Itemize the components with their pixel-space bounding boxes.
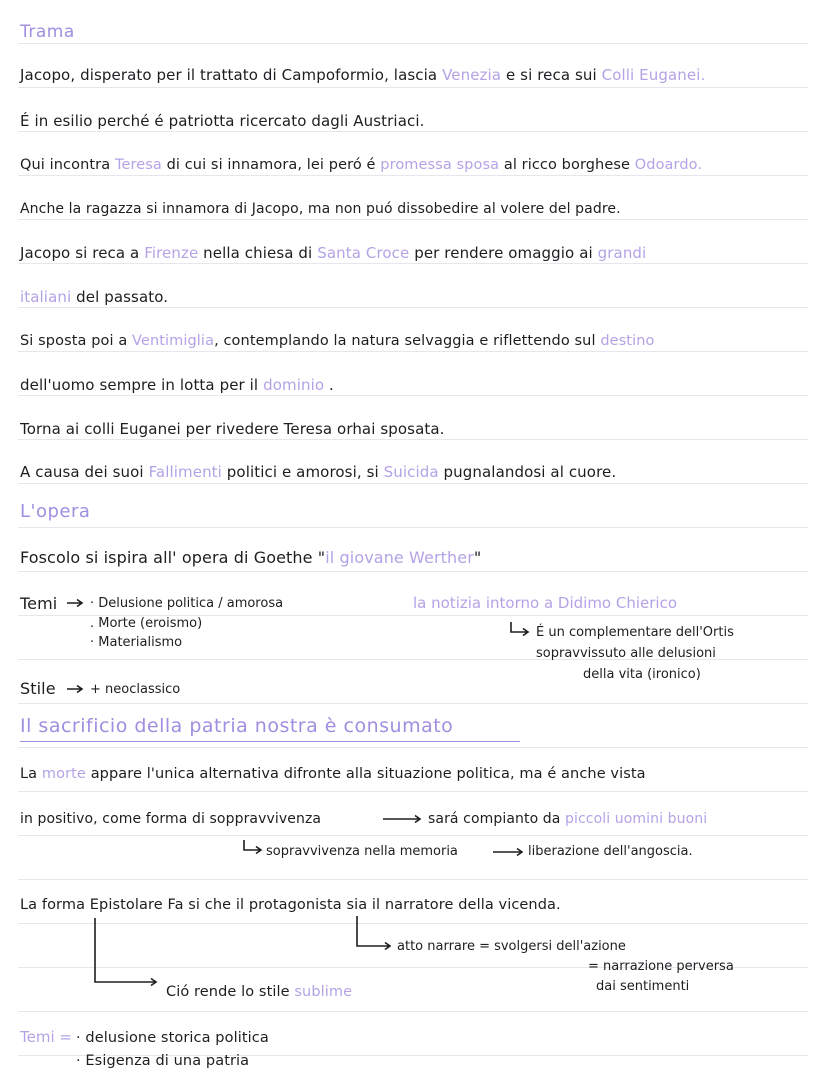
trama-line-8: dell'uomo sempre in lotta per il dominio . [20,376,334,394]
highlight-suicida: Suicida [383,463,439,481]
arrow-right-icon [66,684,86,694]
highlight-euganei: Euganei. [639,66,706,84]
trama-line-5: Jacopo si reca a Firenze nella chiesa di Santa Croce per rendere omaggio ai grandi [20,244,647,262]
highlight-teresa: Teresa [114,157,162,173]
highlight-grandi: grandi [597,244,647,262]
notizia-note-line-1: É un complementare dell'Ortis [536,625,734,640]
highlight-venezia: Venezia [442,66,502,84]
trama-line-9: Torna ai colli Euganei per rivedere Teresa orhai sposata. [20,420,445,438]
arrow-right-icon [492,847,526,857]
section-title-opera: L'opera [20,501,91,522]
section-title-sacrificio: Il sacrificio della patria nostra è consumato [20,715,454,737]
opera-temi-item-1: · Delusione politica / amorosa [90,596,284,611]
opera-stile-value: + neoclassico [90,682,181,697]
arrow-right-icon [66,598,86,608]
sacrificio-line-7: Ció rende lo stile sublime [166,984,353,1000]
sacrificio-line-6a: = narrazione perversa [588,959,734,974]
notizia-note-line-3: della vita (ironico) [583,667,701,682]
highlight-fallimenti: Fallimenti [148,463,222,481]
section-title-trama: Trama [20,22,75,42]
trama-line-1: Jacopo, disperato per il trattato di Campoformio, lascia Venezia e si reca sui Colli Euganei. [20,66,706,84]
sacrificio-line-2b: sará compianto da piccoli uomini buoni [428,811,708,827]
trama-line-2: É in esilio perché é patriotta ricercato dagli Austriaci. [20,112,425,130]
sacrificio-temi-item-2: · Esigenza di una patria [76,1053,250,1069]
highlight-morte: morte [41,766,86,782]
trama-line-7: Si sposta poi a Ventimiglia, contemplando la natura selvaggia e riflettendo sul destino [20,333,655,349]
arrow-down-right-icon [355,916,395,956]
heading-underline [20,741,520,742]
highlight-ventimiglia: Ventimiglia [132,333,215,349]
sacrificio-line-6b: dai sentimenti [596,979,690,994]
highlight-promessa-sposa: promessa sposa [380,157,500,173]
sacrificio-line-3a: sopravvivenza nella memoria [266,844,458,859]
sacrificio-temi-label: Temi = [20,1028,72,1046]
highlight-italiani: italiani [20,288,72,306]
sacrificio-line-5: atto narrare = svolgersi dell'azione [397,939,626,954]
arrow-right-icon [382,814,424,824]
highlight-sublime: sublime [294,984,353,1000]
sacrificio-line-2a: in positivo, come forma di soppravvivenza [20,811,322,827]
sacrificio-line-1: La morte appare l'unica alternativa difronte alla situazione politica, ma é anche vista [20,766,646,782]
trama-line-6: italiani del passato. [20,288,169,306]
opera-stile-label: Stile [20,679,56,698]
highlight-notizia-didimo: la notizia intorno a Didimo Chierico [413,594,678,612]
highlight-destino: destino [600,333,655,349]
arrow-down-right-icon [242,840,264,856]
opera-temi-item-3: · Materialismo [90,635,183,650]
sacrificio-line-3b: liberazione dell'angoscia. [528,844,693,859]
opera-temi-label: Temi [20,594,58,613]
highlight-firenze: Firenze [144,244,199,262]
highlight-santa-croce: Santa Croce [317,244,410,262]
highlight-werther: il giovane Werther [325,548,474,567]
highlight-piccoli-uomini-buoni: piccoli uomini buoni [565,811,708,827]
notizia-note-line-2: sopravvissuto alle delusioni [536,646,716,661]
highlight-odoardo: Odoardo. [634,157,703,173]
highlight-colli: Colli [601,66,635,84]
arrow-down-right-icon [509,622,531,638]
sacrificio-line-4: La forma Epistolare Fa si che il protagonista sia il narratore della vicenda. [20,897,561,913]
opera-line-1: Foscolo si ispira all' opera di Goethe "il giovane Werther" [20,548,482,567]
arrow-down-right-icon [93,918,163,990]
trama-line-3: Qui incontra Teresa di cui si innamora, lei peró é promessa sposa al ricco borghese Odoardo. [20,157,703,173]
opera-temi-item-2: . Morte (eroismo) [90,616,203,631]
sacrificio-temi-item-1: · delusione storica politica [76,1030,269,1046]
trama-line-10: A causa dei suoi Fallimenti politici e amorosi, si Suicida pugnalandosi al cuore. [20,463,617,481]
trama-line-4: Anche la ragazza si innamora di Jacopo, ma non puó dissobedire al volere del padre. [20,201,621,217]
highlight-dominio: dominio [263,376,325,394]
